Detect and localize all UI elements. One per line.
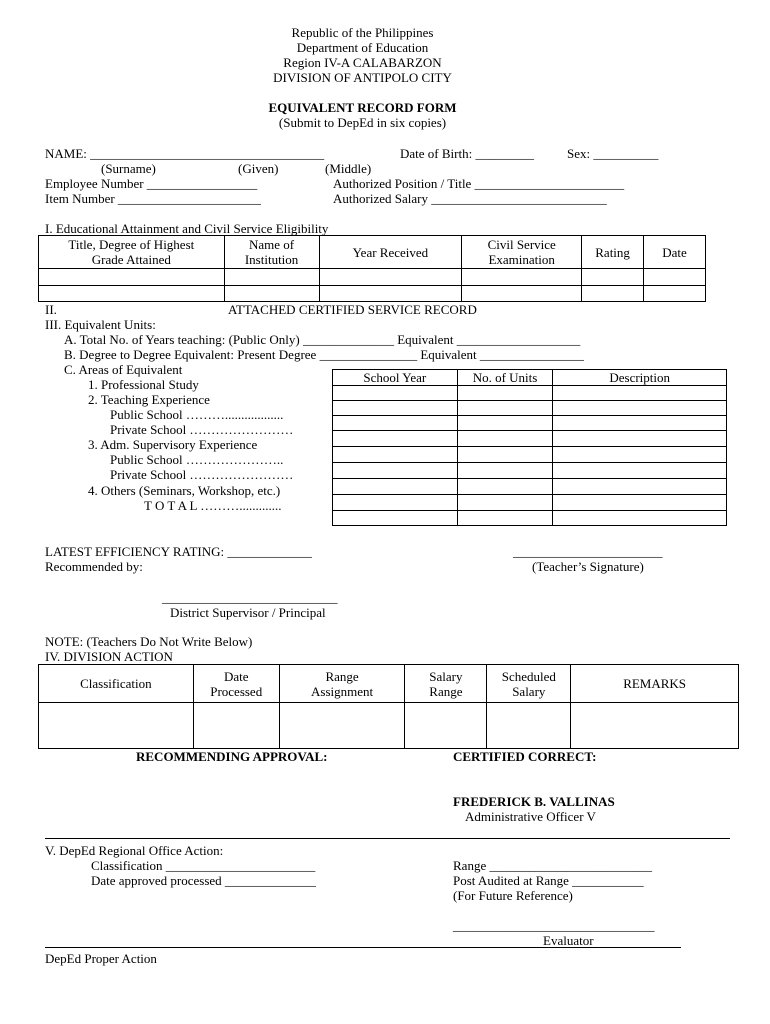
date-of-birth-field[interactable]: Date of Birth: _________	[400, 146, 534, 161]
certified-correct: CERTIFIED CORRECT:	[453, 749, 597, 764]
col-description: Description	[553, 370, 727, 386]
col-scheduled-salary: Scheduled Salary	[487, 665, 571, 703]
future-reference: (For Future Reference)	[453, 888, 573, 903]
supervisory-experience: 3. Adm. Supervisory Experience	[88, 437, 258, 452]
supervisory-public-school: Public School …………………..	[110, 452, 284, 467]
recommended-by-label: Recommended by:	[45, 559, 143, 574]
supervisor-caption: District Supervisor / Principal	[170, 605, 326, 620]
employee-number-field[interactable]: Employee Number _________________	[45, 176, 258, 191]
col-civil-service: Civil Service Examination	[462, 236, 582, 269]
col-remarks: REMARKS	[571, 665, 739, 703]
table-row[interactable]	[333, 416, 727, 431]
officer-title: Administrative Officer V	[465, 809, 596, 824]
education-table	[38, 235, 706, 302]
supervisory-private-school: Private School ……………………	[110, 467, 294, 482]
sex-field[interactable]: Sex: __________	[567, 146, 659, 161]
col-salary-range: Salary Range	[405, 665, 487, 703]
note-text: NOTE: (Teachers Do Not Write Below)	[45, 634, 253, 649]
teacher-signature-caption: (Teacher’s Signature)	[532, 559, 644, 574]
units-table	[332, 369, 727, 526]
form-subtitle: (Submit to DepEd in six copies)	[278, 115, 447, 130]
table-row[interactable]	[333, 386, 727, 401]
table-row[interactable]	[333, 463, 727, 479]
teaching-public-school: Public School ………..................	[110, 407, 284, 422]
section-5-heading: V. DepEd Regional Office Action:	[45, 843, 224, 858]
regional-range-field[interactable]: Range _________________________	[453, 858, 652, 873]
bottom-divider	[45, 947, 681, 948]
col-range-assignment: Range Assignment	[279, 665, 405, 703]
col-school-year: School Year	[333, 370, 458, 386]
table-row[interactable]	[333, 479, 727, 495]
col-no-of-units: No. of Units	[457, 370, 553, 386]
date-approved-field[interactable]: Date approved processed ______________	[91, 873, 316, 888]
supervisor-signature-line[interactable]: ___________________________	[162, 590, 338, 605]
professional-study: 1. Professional Study	[88, 377, 199, 392]
regional-classification-field[interactable]: Classification _______________________	[91, 858, 316, 873]
header-region: Region IV-A CALABARZON	[283, 55, 442, 70]
header-department: Department of Education	[296, 40, 429, 55]
recommending-approval: RECOMMENDING APPROVAL:	[136, 749, 328, 764]
teacher-signature-line[interactable]: _______________________	[513, 544, 663, 559]
given-caption: (Given)	[238, 161, 279, 176]
authorized-salary-field[interactable]: Authorized Salary ___________________________	[333, 191, 607, 206]
division-action-table	[38, 664, 739, 749]
table-row[interactable]	[333, 495, 727, 511]
areas-of-equivalent: C. Areas of Equivalent	[64, 362, 183, 377]
table-row[interactable]	[333, 447, 727, 463]
section-divider	[45, 838, 730, 839]
teaching-experience: 2. Teaching Experience	[88, 392, 210, 407]
col-classification: Classification	[39, 665, 194, 703]
col-title-degree: Title, Degree of Highest Grade Attained	[39, 236, 225, 269]
table-row[interactable]	[333, 511, 727, 526]
table-row[interactable]	[39, 269, 706, 286]
col-rating: Rating	[582, 236, 644, 269]
section-3-heading: III. Equivalent Units:	[45, 317, 156, 332]
middle-caption: (Middle)	[325, 161, 372, 176]
surname-caption: (Surname)	[101, 161, 156, 176]
table-row[interactable]	[39, 286, 706, 302]
section-1-heading: I. Educational Attainment and Civil Service Eligibility	[45, 221, 329, 236]
col-year-received: Year Received	[319, 236, 462, 269]
form-title: EQUIVALENT RECORD FORM	[268, 100, 457, 115]
efficiency-rating-field[interactable]: LATEST EFFICIENCY RATING: _____________	[45, 544, 312, 559]
education-header-row	[39, 236, 706, 269]
teaching-private-school: Private School ……………………	[110, 422, 294, 437]
units-header-row	[333, 370, 727, 386]
officer-name: FREDERICK B. VALLINAS	[453, 794, 615, 809]
section-2-text: ATTACHED CERTIFIED SERVICE RECORD	[228, 302, 477, 317]
total-label: T O T A L ……….............	[144, 498, 282, 513]
authorized-position-field[interactable]: Authorized Position / Title _______________________	[333, 176, 625, 191]
post-audited-field[interactable]: Post Audited at Range ___________	[453, 873, 644, 888]
col-date: Date	[644, 236, 706, 269]
col-institution: Name of Institution	[224, 236, 319, 269]
others-seminars: 4. Others (Seminars, Workshop, etc.)	[88, 483, 281, 498]
header-division: DIVISION OF ANTIPOLO CITY	[273, 70, 452, 85]
section-4-heading: IV. DIVISION ACTION	[45, 649, 173, 664]
equivalent-a-field[interactable]: A. Total No. of Years teaching: (Public Only) ______________ Equivalent ___________________	[64, 332, 581, 347]
table-row[interactable]	[333, 401, 727, 416]
item-number-field[interactable]: Item Number ______________________	[45, 191, 261, 206]
division-header-row	[39, 665, 739, 703]
evaluator-signature-line[interactable]: _______________________________	[453, 918, 655, 933]
evaluator-caption: Evaluator	[543, 933, 594, 948]
equivalent-b-field[interactable]: B. Degree to Degree Equivalent: Present Degree _______________ Equivalent ________________	[64, 347, 584, 362]
name-field[interactable]: NAME: ____________________________________	[45, 146, 325, 161]
table-row[interactable]	[39, 703, 739, 749]
header-republic: Republic of the Philippines	[291, 25, 434, 40]
section-2-number: II.	[45, 302, 57, 317]
table-row[interactable]	[333, 431, 727, 447]
deped-proper-action: DepEd Proper Action	[45, 951, 157, 966]
col-date-processed: Date Processed	[193, 665, 279, 703]
